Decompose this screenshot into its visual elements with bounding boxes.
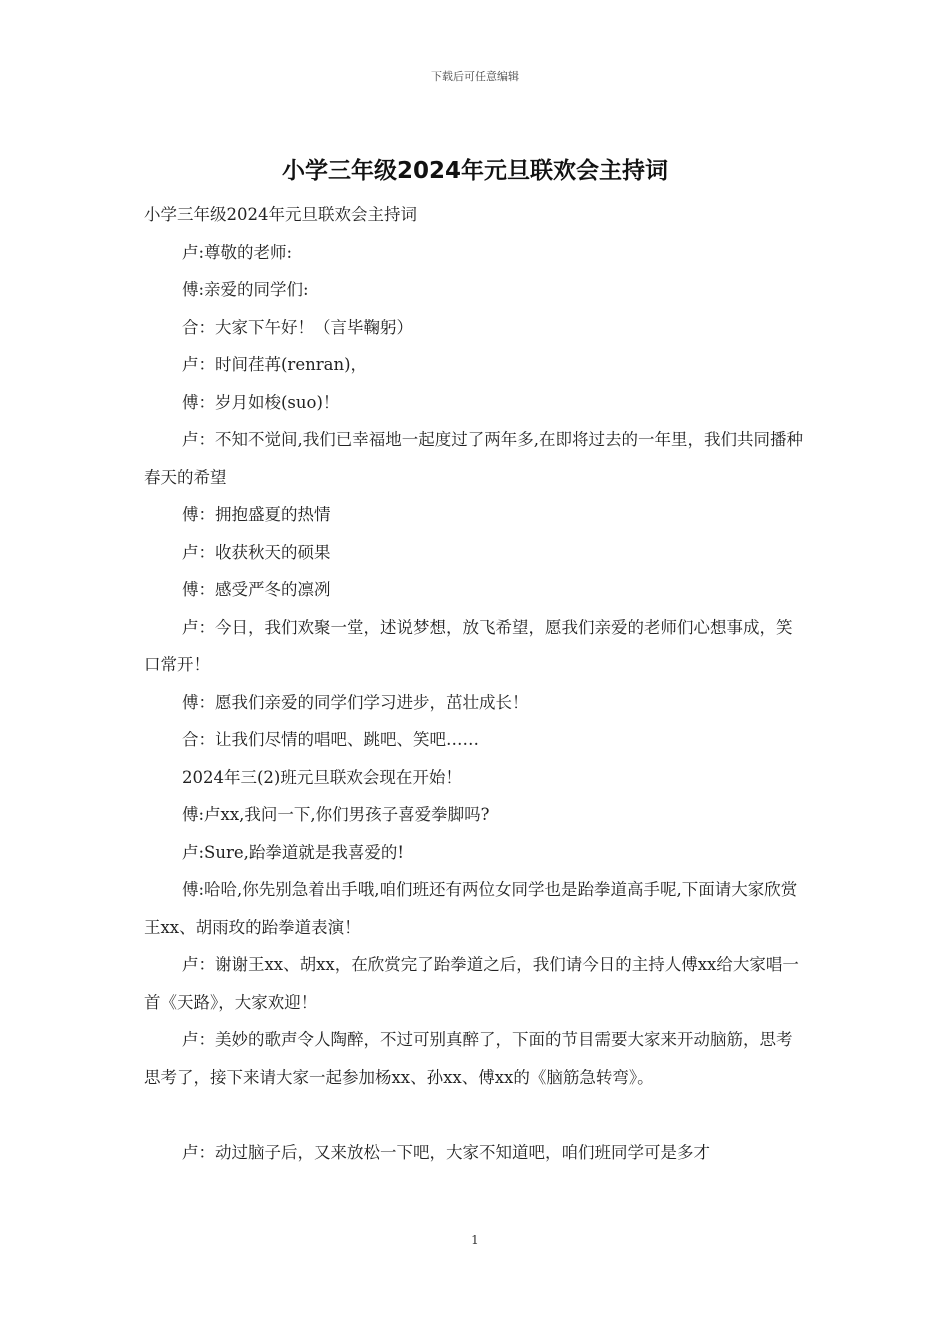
paragraph: 2024年三(2)班元旦联欢会现在开始！ [182,767,462,787]
paragraph: 卢：动过脑子后，又来放松一下吧，大家不知道吧，咱们班同学可是多才 [182,1142,710,1162]
paragraph: 卢：今日，我们欢聚一堂，述说梦想，放飞希望，愿我们亲爱的老师们心想事成，笑口常开！ [144,617,793,674]
page-number: 1 [471,1233,479,1247]
paragraph: 合：让我们尽情的唱吧、跳吧、笑吧…… [182,730,479,749]
paragraph: 傅：愿我们亲爱的同学们学习进步，茁壮成长！ [182,692,529,712]
paragraph: 傅：岁月如梭(suo)！ [182,392,340,412]
paragraph: 卢：不知不觉间,我们已幸福地一起度过了两年多,在即将过去的一年里，我们共同播种春天的希望 [144,430,803,487]
paragraph: 合：大家下午好！（言毕鞠躬） [182,317,413,337]
paragraph: 傅：拥抱盛夏的热情 [182,505,331,524]
paragraph: 卢：收获秋天的硕果 [182,542,331,562]
paragraph: 傅：感受严冬的凛冽 [182,580,331,599]
paragraph: 卢：时间荏苒(renran)， [182,355,368,374]
paragraph: 小学三年级2024年元旦联欢会主持词 [144,205,417,224]
paragraph: 卢：美妙的歌声令人陶醉，不过可别真醉了，下面的节目需要大家来开动脑筋，思考思考了，接下来请大家一起参加杨xx、孙xx、傅xx的《脑筋急转弯》。 [144,1030,793,1087]
paragraph: 卢：谢谢王xx、胡xx，在欣赏完了跆拳道之后，我们请今日的主持人傅xx给大家唱一首《天路》，大家欢迎！ [144,955,799,1012]
paragraph: 傅:哈哈,你先别急着出手哦,咱们班还有两位女同学也是跆拳道高手呢,下面请大家欣赏王xx、胡雨玫的跆拳道表演！ [144,880,798,937]
header-note: 下载后可任意编辑 [431,70,519,83]
paragraph: 卢:Sure,跆拳道就是我喜爱的! [182,842,405,862]
document-title: 小学三年级2024年元旦联欢会主持词 [281,158,668,184]
paragraph: 傅:亲爱的同学们: [182,280,309,299]
blank-line [144,1096,808,1134]
paragraph: 卢:尊敬的老师: [182,242,293,262]
paragraph: 傅:卢xx,我问一下,你们男孩子喜爱拳脚吗? [182,805,490,824]
document-body [144,196,808,1171]
